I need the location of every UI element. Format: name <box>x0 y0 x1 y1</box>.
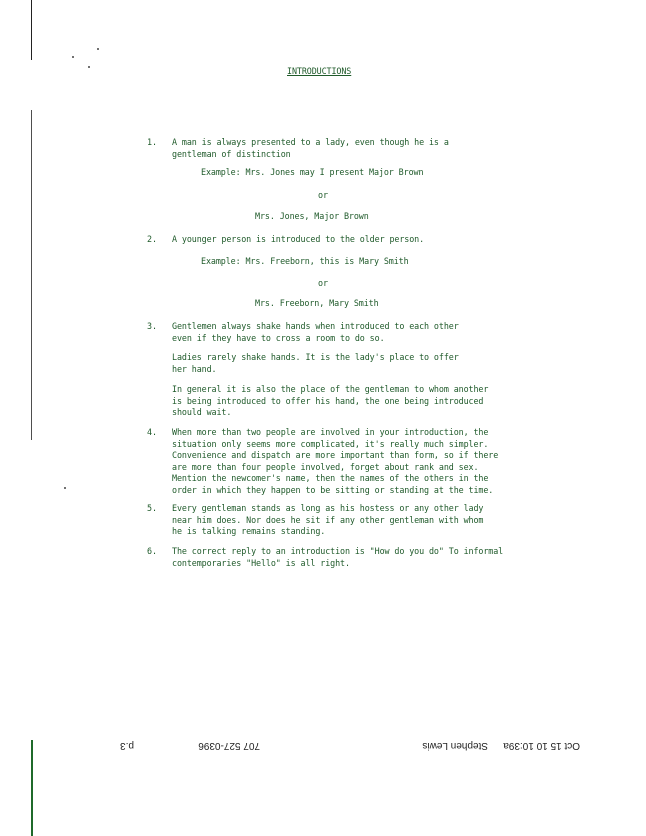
text-line: even if they have to cross a room to do so. <box>172 332 385 343</box>
example-text: Example: Mrs. Freeborn, this is Mary Smith <box>201 256 409 266</box>
page-title: INTRODUCTIONS <box>287 66 352 76</box>
item-text <box>172 384 488 419</box>
text-line: A younger person is introduced to the older person. <box>172 234 425 244</box>
text-line: situation only seems more complicated, it's really much simpler. <box>172 438 489 449</box>
text-line: A man is always presented to a lady, even though he is a <box>172 137 449 147</box>
item-number: 6. <box>147 546 157 556</box>
text-line: Gentlemen always shake hands when introduced to each other <box>172 321 459 331</box>
text-line: he is talking remains standing. <box>172 526 326 536</box>
item-text <box>172 234 424 246</box>
item-number: 1. <box>147 137 157 147</box>
item-text <box>172 546 503 569</box>
item-number: 5. <box>147 503 157 513</box>
speck <box>64 487 66 489</box>
speck <box>88 66 90 68</box>
speck <box>97 48 99 50</box>
item-number: 4. <box>147 427 157 437</box>
text-line: her hand. <box>172 363 217 374</box>
item-text <box>172 503 483 538</box>
fax-header <box>0 735 646 751</box>
or-text: or <box>318 190 328 200</box>
alt-text: Mrs. Jones, Major Brown <box>255 211 369 221</box>
text-line: order in which they happen to be sitting or standing at the time. <box>172 484 494 495</box>
item-text <box>172 321 459 344</box>
text-line: gentleman of distinction <box>172 148 291 159</box>
text-line: Mention the newcomer's name, then the names of the others in the <box>172 473 489 483</box>
fax-page: p.3 <box>120 740 134 751</box>
text-line: are more than four people involved, forget about rank and sex. <box>172 461 479 472</box>
fax-date: Oct 15 10 10:39a <box>503 740 580 751</box>
text-line: Convenience and dispatch are more important than form, so if there <box>172 450 499 460</box>
text-line: Every gentleman stands as long as his hostess or any other lady <box>172 503 484 513</box>
scan-edge-line <box>31 0 32 60</box>
item-text <box>172 352 459 375</box>
text-line: The correct reply to an introduction is "How do you do" To informal <box>172 546 504 556</box>
text-line: In general it is also the place of the gentleman to whom another <box>172 384 489 394</box>
item-number: 3. <box>147 321 157 331</box>
text-line: should wait. <box>172 407 232 417</box>
or-text: or <box>318 278 328 288</box>
scan-edge-line <box>31 740 33 836</box>
text-line: is being introduced to offer his hand, the one being introduced <box>172 395 484 406</box>
text-line: When more than two people are involved in your introduction, the <box>172 427 489 437</box>
alt-text: Mrs. Freeborn, Mary Smith <box>255 298 379 308</box>
text-line: contemporaries "Hello" is all right. <box>172 557 350 568</box>
fax-phone: 707 527-0396 <box>198 740 260 751</box>
fax-sender: Stephen Lewis <box>422 740 488 751</box>
item-text <box>172 137 449 160</box>
item-text <box>172 427 498 496</box>
example-text: Example: Mrs. Jones may I present Major Brown <box>201 167 424 177</box>
speck <box>72 56 74 58</box>
item-number: 2. <box>147 234 157 244</box>
text-line: Ladies rarely shake hands. It is the lady's place to offer <box>172 352 459 362</box>
scan-edge-line <box>31 110 32 440</box>
text-line: near him does. Nor does he sit if any other gentleman with whom <box>172 514 484 525</box>
